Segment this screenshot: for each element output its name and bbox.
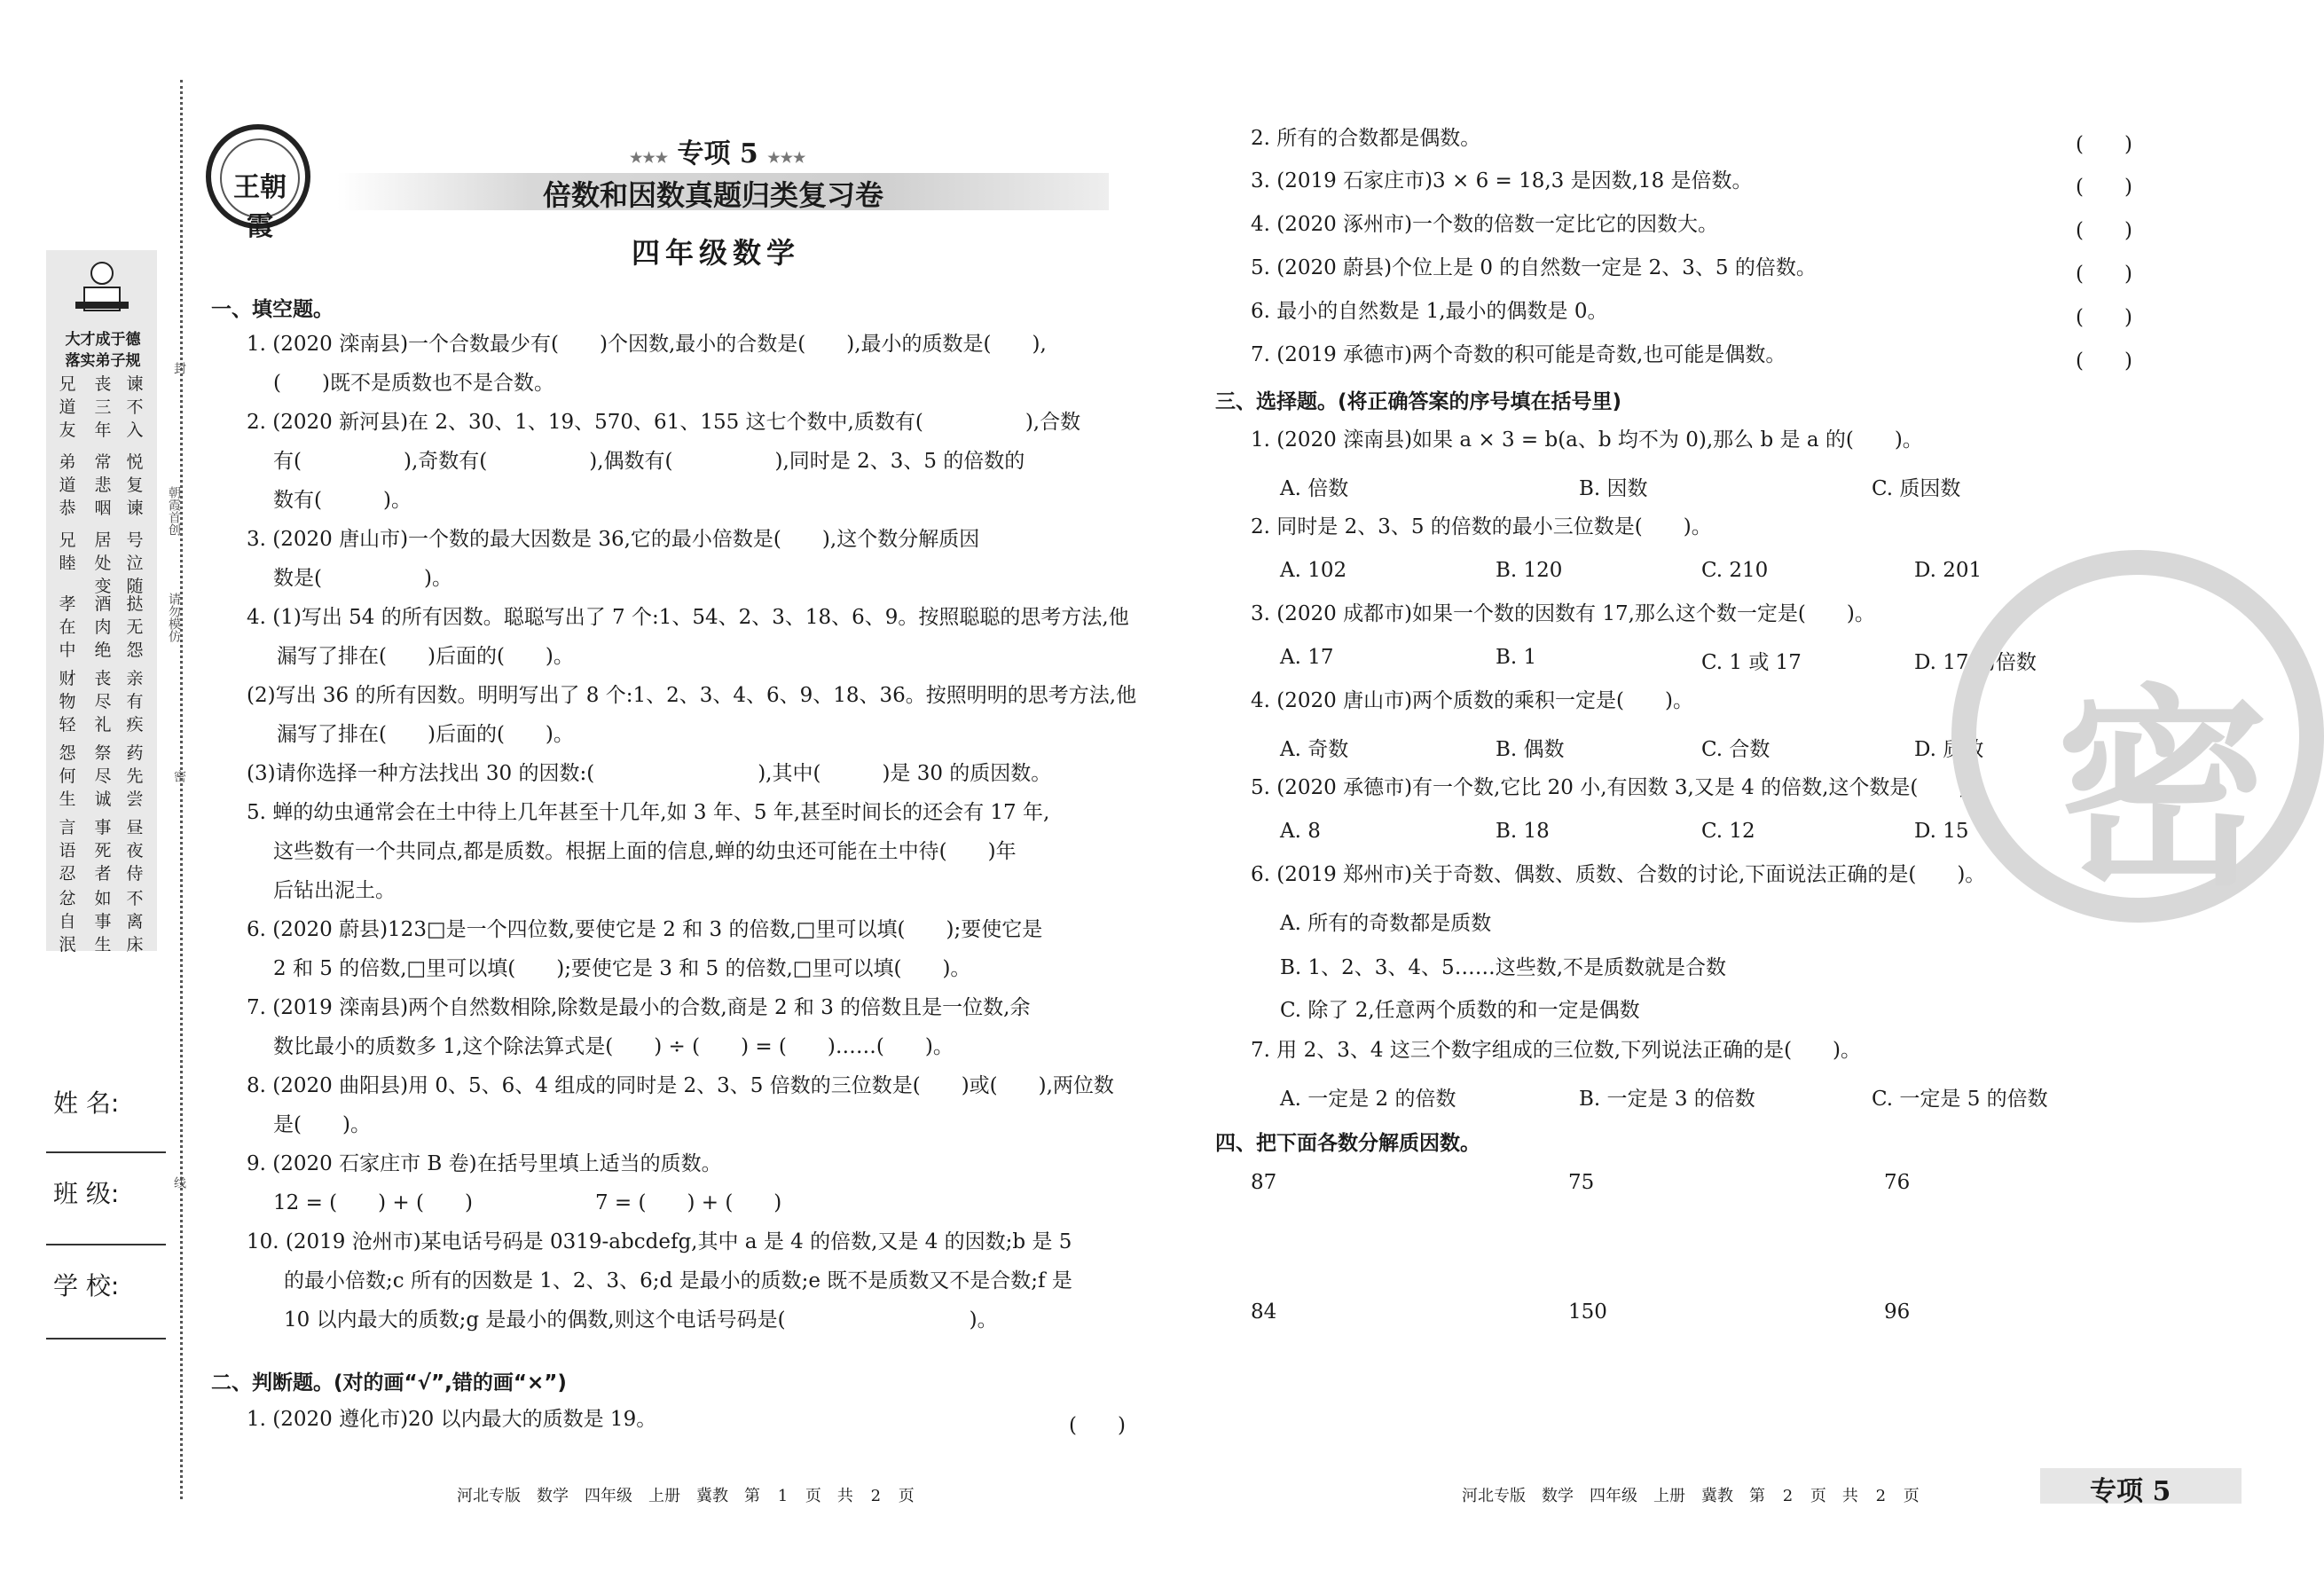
- poem-column: 祭尽诚: [94, 743, 112, 809]
- choice-option[interactable]: A. 一定是 2 的倍数: [1280, 1088, 1456, 1111]
- factor-number: 76: [1884, 1171, 1911, 1194]
- poem-column: 丧尽礼: [94, 669, 112, 735]
- factor-number: 150: [1568, 1300, 1607, 1324]
- question-line: 数有( )。: [273, 489, 412, 512]
- judge-item: 6. 最小的自然数是 1,最小的偶数是 0。: [1251, 300, 1608, 323]
- choice-option[interactable]: C. 质因数: [1872, 477, 1961, 500]
- choice-option[interactable]: B. 120: [1496, 559, 1563, 582]
- binding-note: 线: [172, 1176, 186, 1189]
- choice-option[interactable]: C. 210: [1701, 559, 1769, 582]
- answer-parentheses[interactable]: ( ): [2076, 219, 2132, 242]
- choice-option[interactable]: B. 偶数: [1496, 738, 1565, 761]
- answer-parentheses[interactable]: ( ): [2076, 176, 2132, 199]
- question-line: 这些数有一个共同点,都是质数。根据上面的信息,蝉的幼虫还可能在土中待( )年: [273, 840, 1017, 863]
- answer-parentheses[interactable]: ( ): [2076, 133, 2132, 156]
- poem-column: 酒肉绝: [94, 594, 112, 660]
- poem-column: 谏不入: [126, 374, 144, 440]
- poem-column: 怨何生: [59, 743, 76, 809]
- page-title: 倍数和因数真题归类复习卷: [543, 178, 884, 212]
- sidebar-motto-2: 落实弟子规: [65, 352, 141, 370]
- choice-option[interactable]: C. 合数: [1701, 738, 1770, 761]
- question-line: 10. (2019 沧州市)某电话号码是 0319-abcdefg,其中 a 是 4 的倍数,又是 4 的因数;b 是 5: [247, 1230, 1072, 1253]
- choice-question: 6. (2019 郑州市)关于奇数、偶数、质数、合数的讨论,下面说法正确的是( )。: [1251, 863, 1986, 886]
- choice-option[interactable]: C. 除了 2,任意两个质数的和一定是偶数: [1280, 999, 1640, 1022]
- question-line: 数比最小的质数多 1,这个除法算式是( ) ÷ ( ) = ( )……( )。: [273, 1035, 954, 1058]
- answer-parentheses[interactable]: ( ): [2076, 306, 2132, 329]
- judge-item: 1. (2020 遵化市)20 以内最大的质数是 19。: [247, 1408, 657, 1431]
- footer-left: 河北专版 数学 四年级 上册 冀教 第 1 页 共 2 页: [457, 1487, 915, 1505]
- choice-option[interactable]: C. 一定是 5 的倍数: [1872, 1088, 2048, 1111]
- question-line: 5. 蝉的幼虫通常会在土中待上几年甚至十几年,如 3 年、5 年,甚至时间长的还会有 17 年,: [247, 801, 1050, 824]
- star-icon: ★★★: [767, 149, 806, 166]
- factor-number: 87: [1251, 1171, 1277, 1194]
- choice-question: 1. (2020 滦南县)如果 a × 3 = b(a、b 均不为 0),那么 b 是 a 的( )。: [1251, 428, 1923, 452]
- confidential-seal: 密: [1951, 550, 2324, 923]
- choice-option[interactable]: A. 8: [1280, 820, 1321, 843]
- poem-column: 挞无怨: [126, 594, 144, 660]
- question-line: 4. (1)写出 54 的所有因数。聪聪写出了 7 个:1、54、2、3、18、6、9。按照聪聪的思考方法,他: [247, 606, 1129, 629]
- choice-option[interactable]: D. 质数: [1914, 738, 1984, 761]
- sidebar-motto-1: 大才成于德: [65, 331, 141, 349]
- binding-note: 请勿模仿: [167, 593, 181, 642]
- judge-item: 3. (2019 石家庄市)3 × 6 = 18,3 是因数,18 是倍数。: [1251, 169, 1753, 192]
- answer-parentheses[interactable]: ( ): [2076, 350, 2132, 373]
- question-line: 8. (2020 曲阳县)用 0、5、6、4 组成的同时是 2、3、5 倍数的三位数是( )或( ),两位数: [247, 1074, 1114, 1097]
- question-line: (2)写出 36 的所有因数。明明写出了 8 个:1、2、3、4、6、9、18、36。按照明明的思考方法,他: [247, 684, 1137, 707]
- question-line: 1. (2020 滦南县)一个合数最少有( )个因数,最小的合数是( ),最小的质数是( ),: [247, 333, 1047, 356]
- choice-option[interactable]: A. 所有的奇数都是质数: [1280, 912, 1492, 935]
- poem-column: 弟道恭: [59, 452, 76, 518]
- choice-option[interactable]: B. 因数: [1579, 477, 1648, 500]
- question-line: 12 = ( ) + ( ) 7 = ( ) + ( ): [273, 1191, 782, 1214]
- question-line: 漏写了排在( )后面的( )。: [277, 645, 574, 668]
- page-subtitle: 四年级数学: [632, 236, 801, 270]
- choice-option[interactable]: D. 15: [1914, 820, 1969, 843]
- poem-column: 常悲咽: [94, 452, 112, 518]
- poem-column: 财物轻: [59, 669, 76, 735]
- name-field[interactable]: [46, 1151, 166, 1153]
- question-line: 2. (2020 新河县)在 2、30、1、19、570、61、155 这七个数中,质数有( ),合数: [247, 411, 1081, 434]
- judge-item: 2. 所有的合数都是偶数。: [1251, 127, 1481, 150]
- section-heading: 一、填空题。: [211, 298, 334, 321]
- section-heading: 二、判断题。(对的画“√”,错的画“×”): [211, 1371, 567, 1395]
- factor-number: 96: [1884, 1300, 1911, 1324]
- section-heading: 四、把下面各数分解质因数。: [1215, 1132, 1480, 1155]
- poem-column: 兄睦: [59, 530, 76, 573]
- choice-option[interactable]: A. 102: [1280, 559, 1347, 582]
- footer-right: 河北专版 数学 四年级 上册 冀教 第 2 页 共 2 页: [1462, 1487, 1920, 1505]
- binding-note: 封: [172, 362, 186, 374]
- question-line: 漏写了排在( )后面的( )。: [277, 723, 574, 746]
- poem-column: 昼夜侍: [126, 818, 144, 884]
- choice-option[interactable]: B. 一定是 3 的倍数: [1579, 1088, 1755, 1111]
- question-line: 10 以内最大的质数;g 是最小的偶数,则这个电话号码是( )。: [284, 1308, 998, 1332]
- question-line: 7. (2019 滦南县)两个自然数相除,除数是最小的合数,商是 2 和 3 的倍数且是一位数,余: [247, 996, 1031, 1019]
- student-illustration: [75, 259, 129, 319]
- poem-column: 悦复谏: [126, 452, 144, 518]
- section-tag-label: 专项 5: [2090, 1476, 2171, 1507]
- class-label: 班 级:: [53, 1179, 120, 1208]
- judge-item: 4. (2020 涿州市)一个数的倍数一定比它的因数大。: [1251, 213, 1719, 236]
- question-line: 9. (2020 石家庄市 B 卷)在括号里填上适当的质数。: [247, 1152, 722, 1175]
- judge-item: 5. (2020 蔚县)个位上是 0 的自然数一定是 2、3、5 的倍数。: [1251, 256, 1817, 279]
- question-line: 的最小倍数;c 所有的因数是 1、2、3、6;d 是最小的质数;e 既不是质数又不是合数;f 是: [284, 1269, 1072, 1292]
- poem-column: 兄道友: [59, 374, 76, 440]
- answer-parentheses[interactable]: ( ): [2076, 263, 2132, 286]
- series-label: ★★★ 专项 5 ★★★: [630, 138, 806, 169]
- binding-note: 密: [172, 770, 186, 782]
- question-line: 6. (2020 蔚县)123□是一个四位数,要使它是 2 和 3 的倍数,□里可以填( );要使它是: [247, 918, 1043, 941]
- question-line: 3. (2020 唐山市)一个数的最大因数是 36,它的最小倍数是( ),这个数分解质因: [247, 528, 980, 551]
- class-field[interactable]: [46, 1244, 166, 1245]
- choice-option[interactable]: A. 奇数: [1280, 738, 1349, 761]
- binding-dotted-line: [180, 80, 183, 1499]
- question-line: (3)请你选择一种方法找出 30 的因数:( ),其中( )是 30 的质因数。: [247, 762, 1052, 785]
- poem-column: 言语忍: [59, 818, 76, 884]
- school-field[interactable]: [46, 1338, 166, 1340]
- poem-column: 不离床: [126, 889, 144, 955]
- factor-number: 75: [1568, 1171, 1595, 1194]
- poem-column: 亲有疾: [126, 669, 144, 735]
- answer-parentheses[interactable]: ( ): [1069, 1414, 1126, 1437]
- choice-option[interactable]: D. 17 的倍数: [1914, 651, 2037, 674]
- choice-question: 3. (2020 成都市)如果一个数的因数有 17,那么这个数一定是( )。: [1251, 602, 1875, 625]
- choice-option[interactable]: C. 1 或 17: [1701, 651, 1802, 674]
- choice-question: 7. 用 2、3、4 这三个数字组成的三位数,下列说法正确的是( )。: [1251, 1039, 1862, 1062]
- choice-option[interactable]: B. 1: [1496, 646, 1537, 669]
- choice-question: 4. (2020 唐山市)两个质数的乘积一定是( )。: [1251, 689, 1693, 712]
- poem-column: 忿自泯: [59, 889, 76, 955]
- question-line: 是( )。: [273, 1113, 371, 1136]
- poem-column: 如事生: [94, 889, 112, 955]
- choice-question: 5. (2020 承德市)有一个数,它比 20 小,有因数 3,又是 4 的倍数,这个数是( )。: [1251, 776, 1988, 799]
- choice-option[interactable]: A. 倍数: [1280, 477, 1349, 500]
- poem-column: 号泣随: [126, 530, 144, 596]
- question-line: ( )既不是质数也不是合数。: [273, 372, 554, 395]
- poem-column: 居处变: [94, 530, 112, 596]
- brand-logo: 王朝霞: [206, 124, 310, 229]
- choice-option[interactable]: D. 201: [1914, 559, 1982, 582]
- choice-option[interactable]: B. 1、2、3、4、5……这些数,不是质数就是合数: [1280, 956, 1727, 979]
- judge-item: 7. (2019 承德市)两个奇数的积可能是奇数,也可能是偶数。: [1251, 343, 1786, 366]
- question-line: 有( ),奇数有( ),偶数有( ),同时是 2、3、5 的倍数的: [273, 450, 1025, 473]
- choice-option[interactable]: B. 18: [1496, 820, 1550, 843]
- name-label: 姓 名:: [53, 1088, 120, 1118]
- binding-note: 朝霞首创: [167, 486, 181, 536]
- question-line: 数是( )。: [273, 567, 452, 590]
- choice-question: 2. 同时是 2、3、5 的倍数的最小三位数是( )。: [1251, 515, 1712, 538]
- poem-column: 事死者: [94, 818, 112, 884]
- section-heading: 三、选择题。(将正确答案的序号填在括号里): [1215, 390, 1622, 413]
- school-label: 学 校:: [53, 1271, 120, 1300]
- star-icon: ★★★: [630, 149, 669, 166]
- poem-column: 丧三年: [94, 374, 112, 440]
- poem-column: 孝在中: [59, 594, 76, 660]
- choice-option[interactable]: A. 17: [1280, 646, 1334, 669]
- question-line: 后钻出泥土。: [273, 879, 396, 902]
- poem-column: 药先尝: [126, 743, 144, 809]
- factor-number: 84: [1251, 1300, 1277, 1324]
- question-line: 2 和 5 的倍数,□里可以填( );要使它是 3 和 5 的倍数,□里可以填( )。: [273, 957, 971, 980]
- choice-option[interactable]: C. 12: [1701, 820, 1755, 843]
